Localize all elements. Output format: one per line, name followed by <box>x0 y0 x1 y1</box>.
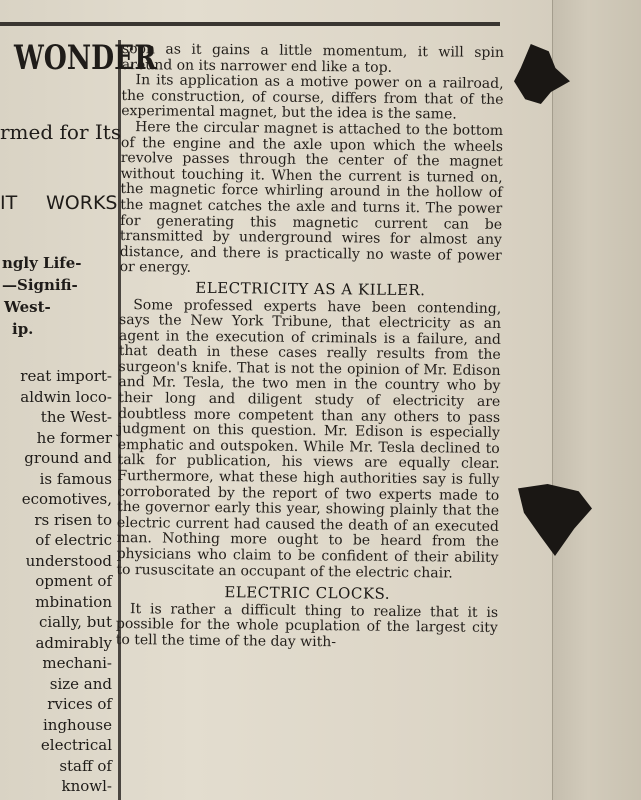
body-line: the West- <box>40 408 112 426</box>
body-line: he former <box>36 428 112 447</box>
left-headline: WONDER <box>14 38 157 78</box>
body-line: aldwin loco- <box>20 387 112 406</box>
top-column-rule <box>0 22 500 26</box>
body-line: admirably <box>35 633 112 652</box>
body-line: ground and <box>24 449 112 467</box>
article-paragraph: soon as it gains a little momentum, it will spin around on its narrower end like a top. <box>121 41 504 76</box>
body-line: of electric <box>35 531 112 549</box>
body-line: knowl- <box>61 777 112 795</box>
section-heading-electric-clocks: ELECTRIC CLOCKS. <box>224 583 391 604</box>
body-line: electrical <box>40 736 112 754</box>
deck-line: West- <box>4 298 51 316</box>
body-line: rs risen to <box>34 510 112 529</box>
body-line: mechani- <box>42 654 112 672</box>
deck-line: —Signifi- <box>2 276 78 294</box>
body-line: size and <box>49 674 112 693</box>
left-body-text <box>0 366 112 797</box>
left-section-word-1: IT <box>0 192 18 214</box>
body-line: rvices of <box>47 695 112 713</box>
left-deck <box>2 252 114 340</box>
body-line: understood <box>25 551 112 570</box>
left-subheadline: rmed for Its <box>0 120 122 144</box>
left-section-heading <box>0 192 118 214</box>
article-paragraph: Here the circular magnet is attached to the bottom of the engine and the axle upon which the wheels revolve passes through the center of the magnet without touching it. When the current is turned on, the magnetic force whirling around in the hollow of the magnet catches the axle and turns it. The power for generating this magnetic current can be transmitted by underground wires for almost any distance, and there is practically no waste of power or energy. <box>119 119 504 277</box>
article-paragraph: It is rather a difficult thing to realize that it is possible for the whole pcuplation of the largest city to tell the time of the day with- <box>115 600 499 651</box>
article-column <box>116 42 504 653</box>
article-paragraph: In its application as a motive power on a railroad, the construction, of course, differs from that of the experimental magnet, but the idea is the same. <box>121 72 504 123</box>
body-line: inghouse <box>43 715 112 734</box>
body-line: ecomotives, <box>21 490 112 508</box>
body-line: cially, but <box>38 613 112 631</box>
body-line: reat import- <box>20 367 112 385</box>
adjacent-page-edge <box>552 0 641 800</box>
body-line: mbination <box>35 592 112 611</box>
left-column <box>0 36 157 800</box>
left-section-word-2: WORKS <box>46 192 118 214</box>
section-heading-electricity-killer: ELECTRICITY AS A KILLER. <box>195 278 426 300</box>
deck-line: ip. <box>12 320 34 338</box>
deck-line: ngly Life- <box>2 254 82 272</box>
article-paragraph: Some professed experts have been contending, says the New York Tribune, that electricity as an agent in the execution of criminals is a failure, and that death in these cases really results from the surgeon's knife. That is not the opinion of Mr. Edison and Mr. Tesla, the two men in the country who by their long and diligent study of electricity are doubtless more competent than any others to pass judgment on this question. Mr. Edison is especially emphatic and outspoken. While Mr. Tesla declined to talk for publication, his views are equally clear. Furthermore, what these high authorities say is fully corroborated by the report of two experts made to the governor early this year, showing plainly that the electric current had caused the death of an executed man. Nothing more ought to be heard from the physicians who claim to be confident of their ability to rususcitate an occupant of the electric chair. <box>116 296 502 582</box>
body-line: is famous <box>39 469 112 488</box>
body-line: opment of <box>35 572 112 590</box>
body-line: staff of <box>59 756 112 775</box>
